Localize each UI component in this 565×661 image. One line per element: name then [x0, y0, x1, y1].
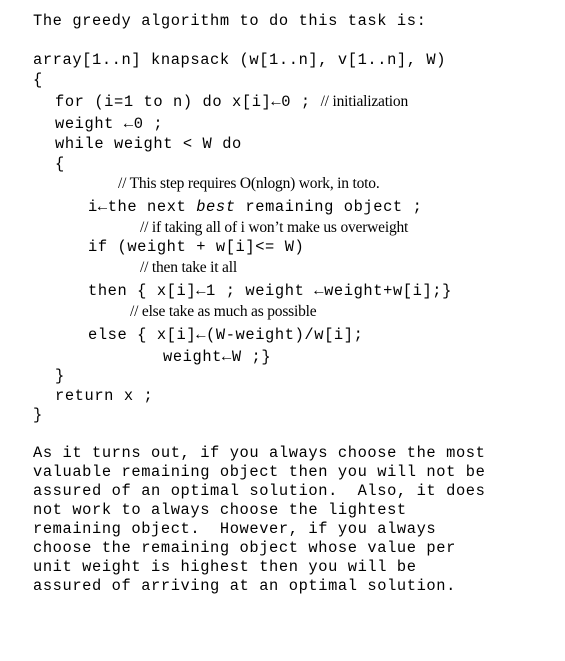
comment-take-all: // then take it all [140, 259, 237, 276]
code-pick-line [88, 200, 422, 215]
code-pick-tail: remaining object ; [235, 198, 423, 216]
code-weight-text: weight [55, 115, 124, 133]
comment-else: // else take as much as possible [130, 303, 317, 320]
assign-arrow: ← [123, 115, 134, 133]
assign-arrow: ← [222, 348, 232, 366]
code-then-c: weight+w[i];} [324, 282, 452, 300]
code-then-line [88, 284, 452, 299]
code-while-close: } [55, 367, 65, 385]
code-if-line: if (weight + w[i]<= W) [88, 238, 305, 256]
paragraph-line: choose the remaining object whose value per [33, 539, 456, 557]
code-weight-tail: 0 ; [133, 115, 164, 133]
paragraph-line: remaining object. However, if you always [33, 520, 437, 538]
code-return-line: return x ; [55, 387, 154, 405]
assign-arrow: ← [271, 93, 282, 111]
paragraph-line: unit weight is highest then you will be [33, 558, 417, 576]
assign-arrow: ← [196, 282, 207, 300]
code-else-a: else { x[i] [88, 326, 197, 344]
code-while-open: { [55, 155, 65, 173]
code-for-tail: 0 ; [281, 93, 321, 111]
code-pick-best: best [196, 198, 236, 216]
code-pick-text: the next [107, 198, 197, 216]
paragraph-line: valuable remaining object then you will not be [33, 463, 486, 481]
code-else-line [88, 328, 363, 343]
code-weight-w-b: W ;} [231, 348, 272, 366]
code-else-b: (W-weight)/w[i]; [206, 326, 364, 344]
code-weight-init [55, 117, 163, 132]
code-weight-w-line [163, 350, 271, 365]
paragraph-line: assured of an optimal solution. Also, it does [33, 482, 486, 500]
comment-if: // if taking all of i won’t make us overweight [140, 219, 409, 236]
code-pick-i: i [88, 198, 98, 216]
assign-arrow: ← [196, 326, 207, 344]
code-open-brace: { [33, 71, 43, 89]
code-for-text: for (i=1 to n) do x[i] [55, 93, 272, 111]
code-signature: array[1..n] knapsack (w[1..n], v[1..n], W) [33, 51, 447, 69]
code-then-b: 1 ; weight [206, 282, 315, 300]
intro-text: The greedy algorithm to do this task is: [33, 12, 427, 30]
paragraph-line: As it turns out, if you always choose the most [33, 444, 486, 462]
code-while-line: while weight < W do [55, 135, 242, 153]
comment-step: // This step requires O(nlogn) work, in toto. [118, 175, 380, 192]
paragraph-line: not work to always choose the lightest [33, 501, 407, 519]
assign-arrow: ← [314, 282, 325, 300]
comment-initialization: // initialization [320, 93, 409, 110]
code-weight-w-a: weight [163, 348, 223, 366]
assign-arrow: ← [97, 198, 108, 216]
code-close-brace: } [33, 406, 43, 424]
code-for-line [55, 94, 408, 110]
code-then-a: then { x[i] [88, 282, 197, 300]
paragraph-line: assured of arriving at an optimal solution. [33, 577, 456, 595]
